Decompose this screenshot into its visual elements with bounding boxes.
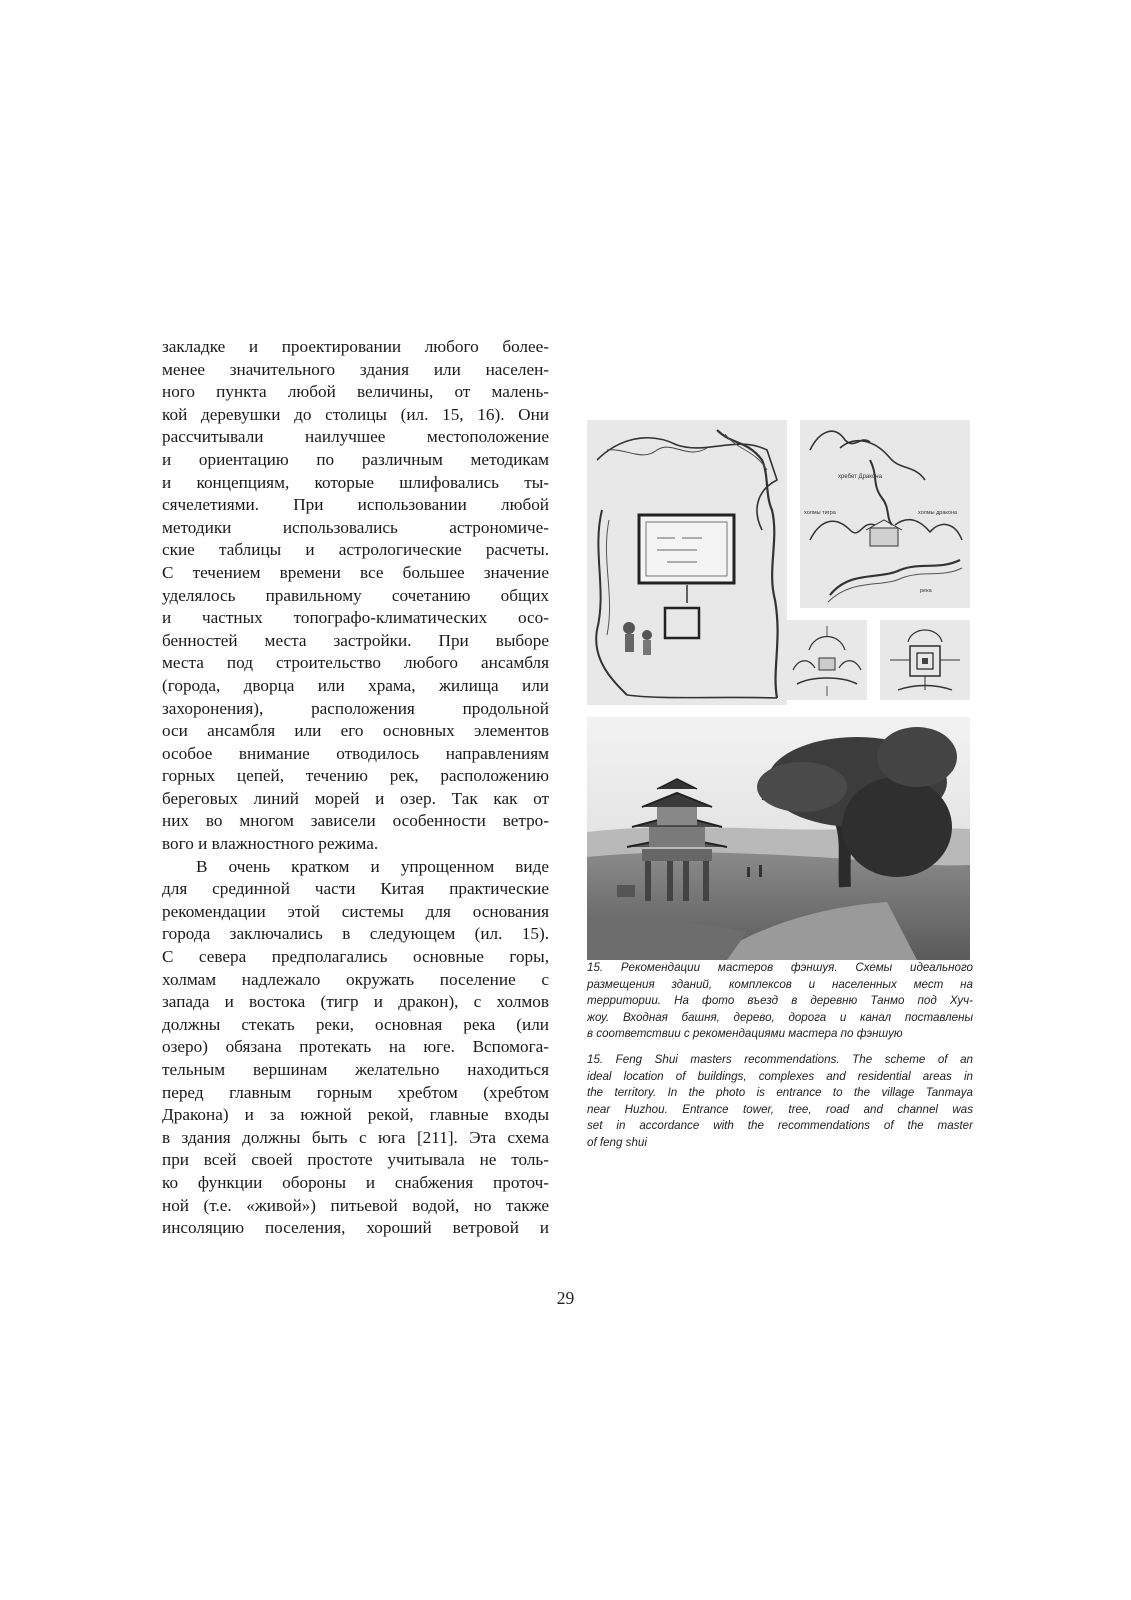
caption-line: территории. На фото въезд в деревню Танмо под Хуч-: [587, 994, 973, 1008]
body-line: ной (т.е. «живой») питьевой водой, но также: [162, 1195, 549, 1215]
body-line: сячелетиями. При использовании любой: [162, 495, 549, 515]
label-dragon-ridge: хребет Дракона: [838, 474, 882, 480]
figure-caption-en: [587, 1052, 973, 1152]
figure-ancient-map: [587, 420, 787, 705]
body-line: ские таблицы и астрологические расчеты.: [162, 540, 549, 560]
body-line: (города, дворца или храма, жилища или: [162, 675, 549, 695]
body-line: вого и влажностного режима.: [162, 834, 379, 854]
body-line: закладке и проектировании любого более-: [162, 337, 549, 356]
body-line: горных цепей, течению рек, расположению: [162, 766, 549, 786]
caption-line: 15. Рекомендации мастеров фэншуя. Схемы идеального: [587, 961, 973, 974]
body-line: запада и востока (тигр и дракон), с холмов: [162, 992, 549, 1012]
body-line: бенностей места застройки. При выборе: [162, 630, 549, 650]
body-line: рекомендации этой системы для основания: [162, 901, 549, 921]
body-line: особое внимание отводилось направлениям: [162, 743, 549, 763]
caption-line: 15. Feng Shui masters recommendations. The scheme of an: [587, 1053, 973, 1066]
body-line: перед главным горным хребтом (хребтом: [162, 1082, 549, 1102]
figure-village-photo: [587, 717, 970, 960]
figure-small-diagram-2: [880, 620, 970, 700]
body-line: и ориентацию по различным методикам: [162, 449, 549, 469]
figure-caption-ru: [587, 960, 973, 1043]
body-line: озеро) обязана протекать на юге. Вспомога-: [162, 1037, 549, 1057]
body-line: для срединной части Китая практические: [162, 879, 549, 899]
caption-line: ideal location of buildings, complexes and residential areas in: [587, 1069, 973, 1083]
body-line: оси ансамбля или его основных элементов: [162, 721, 549, 741]
body-line: Дракона) и за южной рекой, главные входы: [162, 1105, 549, 1125]
figure-small-diagram-1: [787, 620, 867, 700]
body-line: них во многом зависели особенности ветро-: [162, 811, 549, 831]
label-river: река: [920, 588, 932, 594]
caption-line: of feng shui: [587, 1135, 647, 1149]
body-line: захоронения), расположения продольной: [162, 698, 549, 718]
body-line: ко функции обороны и снабжения проточ-: [162, 1172, 549, 1192]
caption-line: the territory. In the photo is entrance to the village Tanmaya: [587, 1086, 973, 1100]
body-line: рассчитывали наилучшее местоположение: [162, 427, 549, 447]
body-line: города заключались в следующем (ил. 15).: [162, 924, 549, 944]
body-line: уделялось правильному сочетанию общих: [162, 585, 549, 605]
body-line: береговых линий морей и озер. Так как от: [162, 788, 549, 808]
caption-line: в соответствии с рекомендациями мастера по фэншую: [587, 1027, 903, 1041]
body-line: в здания должны быть с юга [211]. Эта схема: [162, 1127, 549, 1147]
body-line: места под строительство любого ансамбля: [162, 653, 549, 673]
page-number: 29: [556, 1288, 575, 1308]
body-line: В очень кратком и упрощенном виде: [196, 856, 549, 876]
caption-line: near Huzhou. Entrance tower, tree, road and channel was: [587, 1102, 973, 1116]
caption-line: жоу. Входная башня, дерево, дорога и канал поставлены: [587, 1010, 973, 1024]
body-line: кой деревушки до столицы (ил. 15, 16). Они: [162, 404, 549, 424]
body-line: должны стекать реки, основная река (или: [162, 1014, 549, 1034]
label-east-hills: холмы дракона: [918, 510, 958, 516]
caption-line: set in accordance with the recommendations of the master: [587, 1119, 973, 1133]
body-line: и концепциям, которые шлифовались ты-: [162, 472, 549, 492]
body-line: С течением времени все большее значение: [162, 562, 549, 582]
body-line: тельным вершинам желательно находиться: [162, 1060, 549, 1079]
body-line: С севера предполагались основные горы,: [162, 947, 549, 967]
body-line: холмам надлежало окружать поселение с: [162, 969, 549, 989]
body-line: при всей своей простоте учитывала не толь-: [162, 1150, 549, 1170]
label-west-hills: холмы тигра: [804, 510, 836, 516]
figure-fengshui-scheme: [800, 420, 970, 608]
caption-line: размещения зданий, комплексов и населенных мест на: [587, 977, 973, 991]
body-line: и частных топографо-климатических осо-: [162, 608, 549, 628]
body-text: [162, 336, 549, 1240]
body-line: инсоляцию поселения, хороший ветровой и: [162, 1218, 549, 1238]
body-line: менее значительного здания или населен-: [162, 359, 549, 379]
body-line: методики использовались астрономиче-: [162, 517, 549, 537]
body-line: ного пункта любой величины, от малень-: [162, 382, 549, 402]
